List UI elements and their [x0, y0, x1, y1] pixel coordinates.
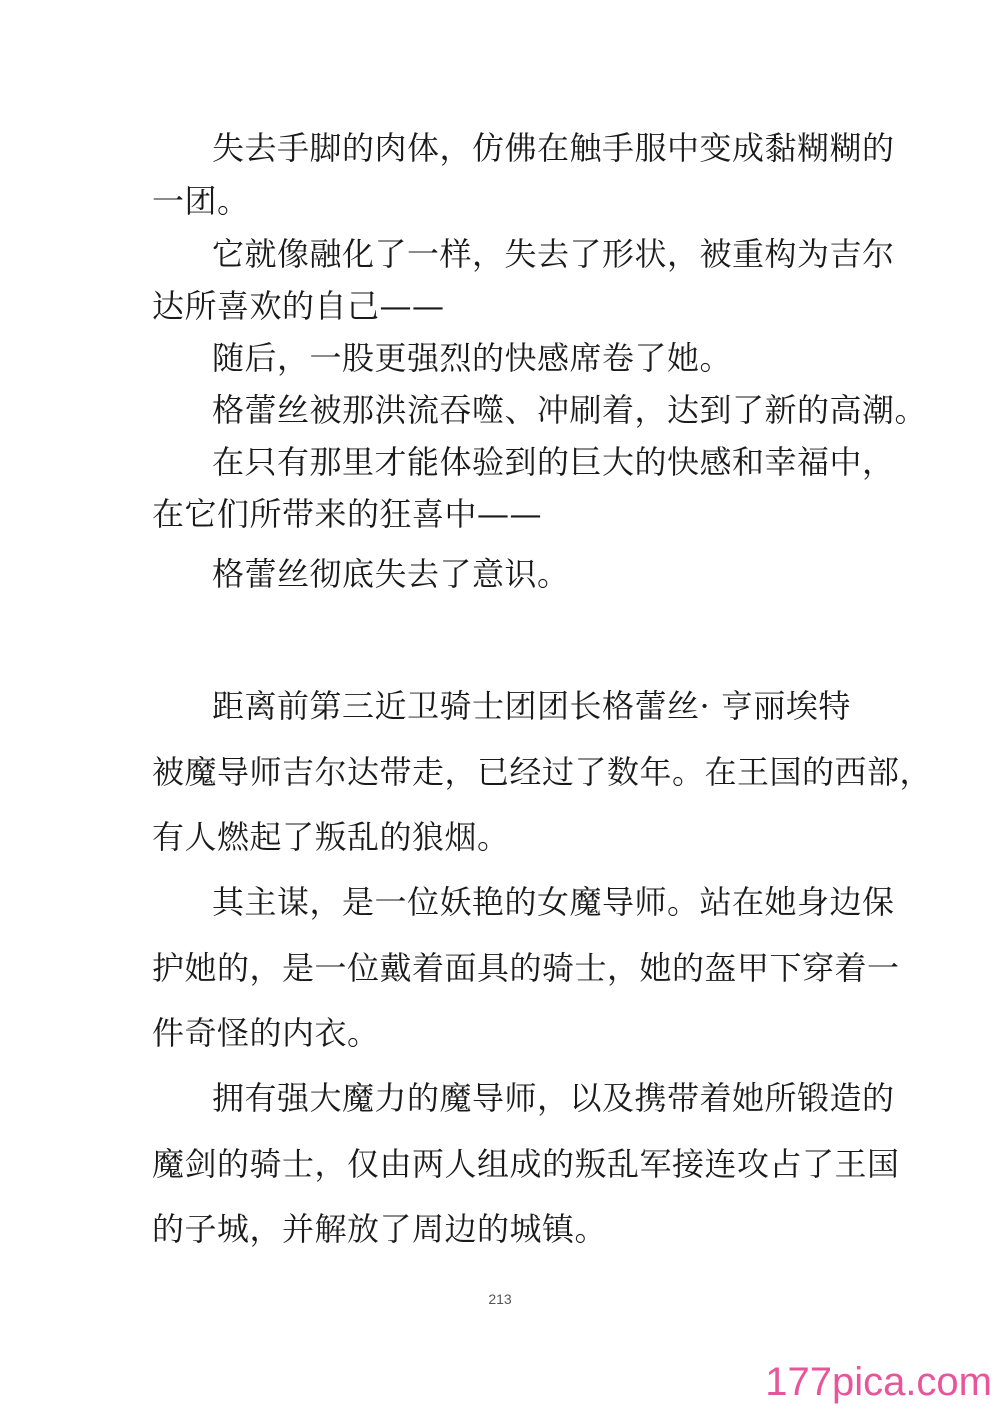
text-line: 格蕾丝被那洪流吞噬、冲刷着，达到了新的高潮。: [212, 391, 928, 429]
text-line: 随后，一股更强烈的快感席卷了她。: [212, 339, 733, 377]
text-line: 护她的，是一位戴着面具的骑士，她的盔甲下穿着一: [152, 949, 900, 987]
text-line: 它就像融化了一样，失去了形状，被重构为吉尔: [212, 235, 895, 273]
text-line: 距离前第三近卫骑士团团长格蕾丝· 亨丽埃特: [212, 687, 851, 725]
text-line: 的子城，并解放了周边的城镇。: [152, 1210, 608, 1248]
text-line: 件奇怪的内衣。: [152, 1014, 380, 1052]
text-line: 其主谋，是一位妖艳的女魔导师。站在她身边保: [212, 883, 895, 921]
text-line: 在它们所带来的狂喜中——: [152, 495, 543, 533]
text-line: 魔剑的骑士，仅由两人组成的叛乱军接连攻占了王国: [152, 1145, 900, 1183]
text-line: 失去手脚的肉体，仿佛在触手服中变成黏糊糊的: [212, 129, 895, 167]
text-line: 在只有那里才能体验到的巨大的快感和幸福中，: [212, 443, 895, 481]
text-line: 拥有强大魔力的魔导师，以及携带着她所锻造的: [212, 1079, 895, 1117]
text-line: 一团。: [152, 182, 250, 220]
watermark: 177pica.com: [765, 1360, 992, 1404]
page-number: 213: [488, 1291, 512, 1307]
text-line: 有人燃起了叛乱的狼烟。: [152, 818, 510, 856]
text-line: 格蕾丝彻底失去了意识。: [212, 555, 570, 593]
text-line: 被魔导师吉尔达带走，已经过了数年。在王国的西部，: [152, 753, 933, 791]
text-line: 达所喜欢的自己——: [152, 287, 445, 325]
